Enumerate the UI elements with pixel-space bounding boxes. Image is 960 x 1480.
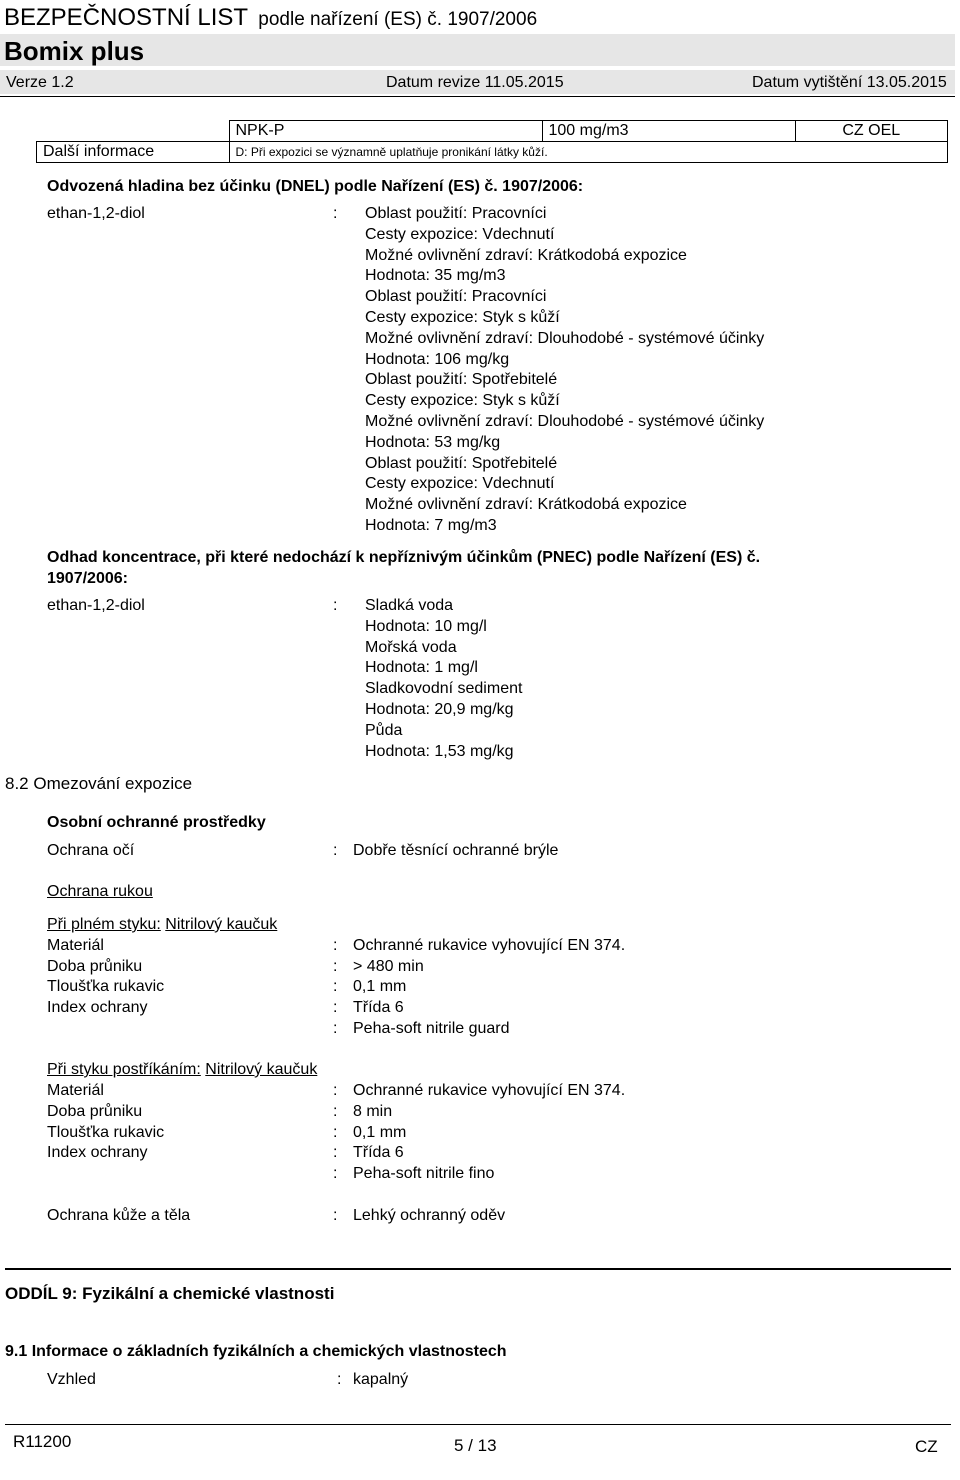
pnec-line: Sladká voda <box>365 597 454 614</box>
full-row-value: > 480 min <box>353 958 424 975</box>
full-contact-material: Nitrilový kaučuk <box>165 916 278 933</box>
table-row <box>37 121 948 142</box>
dnel-line: Oblast použití: Pracovníci <box>365 205 547 222</box>
full-row-colon: : <box>333 1020 338 1037</box>
splash-row-colon: : <box>333 1165 338 1182</box>
occupational-limits-table <box>36 120 948 163</box>
dnel-line: Oblast použití: Spotřebitelé <box>365 371 558 389</box>
pnec-line: Hodnota: 10 mg/l <box>365 617 487 635</box>
full-row-label: Materiál <box>47 937 104 954</box>
dnel-line: Možné ovlivnění zdraví: Dlouhodobé - systémové účinky <box>365 329 765 347</box>
dnel-line: Oblast použití: Pracovníci <box>365 288 547 306</box>
dnel-line: Cesty expozice: Vdechnutí <box>365 475 555 493</box>
section-9-1-heading: 9.1 Informace o základních fyzikálních a chemických vlastnostech <box>5 1343 507 1360</box>
dnel-line: Možné ovlivnění zdraví: Krátkodobá expozice <box>365 496 687 514</box>
dnel-line: Hodnota: 106 mg/kg <box>365 350 510 368</box>
full-row-colon: : <box>333 937 338 954</box>
header-divider <box>0 96 955 97</box>
dnel-line: Hodnota: 53 mg/kg <box>365 433 501 451</box>
eye-protection-label: Ochrana očí <box>47 842 135 859</box>
splash-row-colon: : <box>333 1103 338 1120</box>
dnel-line: Hodnota: 35 mg/m3 <box>365 267 506 285</box>
pnec-line: Sladkovodní sediment <box>365 680 523 698</box>
full-contact-line <box>47 916 277 934</box>
table-row <box>37 142 948 163</box>
table-cell: 100 mg/m3 <box>542 121 795 142</box>
footer-country: CZ <box>915 1437 938 1456</box>
appearance-label: Vzhled <box>47 1371 96 1388</box>
skin-colon: : <box>333 1207 338 1224</box>
skin-protection-value: Lehký ochranný oděv <box>353 1207 506 1224</box>
splash-row-value: 8 min <box>353 1103 393 1120</box>
dnel-line: Cesty expozice: Vdechnutí <box>365 225 555 243</box>
splash-row-colon: : <box>333 1082 338 1099</box>
splash-row-colon: : <box>333 1144 338 1161</box>
pnec-colon: : <box>333 597 338 614</box>
full-row-colon: : <box>333 999 338 1016</box>
table-cell-label: Další informace <box>37 142 230 163</box>
table-cell: NPK-P <box>229 121 542 142</box>
splash-row-label: Index ochrany <box>47 1144 148 1161</box>
appearance-colon: : <box>337 1371 342 1388</box>
splash-row-value: Peha-soft nitrile fino <box>353 1165 495 1182</box>
splash-contact-prefix: Při styku postříkáním: <box>47 1061 201 1078</box>
full-row-colon: : <box>333 978 338 995</box>
dnel-line: Cesty expozice: Styk s kůží <box>365 308 560 326</box>
full-row-colon: : <box>333 958 338 975</box>
pnec-line: Hodnota: 20,9 mg/kg <box>365 700 514 718</box>
regulation-subtitle: podle nařízení (ES) č. 1907/2006 <box>258 9 538 30</box>
table-cell: CZ OEL <box>795 121 948 142</box>
splash-row-value: Třída 6 <box>353 1144 404 1161</box>
header-title <box>4 4 537 32</box>
pnec-substance: ethan-1,2-diol <box>47 597 145 614</box>
skin-protection-label: Ochrana kůže a těla <box>47 1207 191 1224</box>
splash-contact-line <box>47 1061 317 1079</box>
footer-divider <box>5 1424 951 1425</box>
splash-row-value: Ochranné rukavice vyhovující EN 374. <box>353 1082 626 1099</box>
full-row-value: Peha-soft nitrile guard <box>353 1020 510 1037</box>
pnec-line: Půda <box>365 721 403 739</box>
splash-row-value: 0,1 mm <box>353 1124 407 1141</box>
pnec-line: Hodnota: 1,53 mg/kg <box>365 742 514 760</box>
table-cell-empty <box>37 121 230 142</box>
section-8-2-heading: 8.2 Omezování expozice <box>5 774 193 793</box>
page-number: 5 / 13 <box>454 1436 497 1455</box>
pnec-line: Hodnota: 1 mg/l <box>365 659 478 677</box>
footer-code: R11200 <box>13 1432 72 1451</box>
pnec-line: Mořská voda <box>365 638 457 656</box>
eye-colon: : <box>333 842 338 859</box>
dnel-line: Cesty expozice: Styk s kůží <box>365 392 560 410</box>
full-contact-prefix: Při plném styku: <box>47 916 161 933</box>
splash-row-label: Tloušťka rukavic <box>47 1124 165 1141</box>
dnel-line: Možné ovlivnění zdraví: Dlouhodobé - systémové účinky <box>365 412 765 430</box>
full-row-value: Třída 6 <box>353 999 404 1016</box>
full-row-label: Doba průniku <box>47 958 143 975</box>
appearance-value: kapalný <box>353 1371 409 1388</box>
product-name: Bomix plus <box>4 36 145 66</box>
dnel-line: Oblast použití: Spotřebitelé <box>365 454 558 472</box>
full-row-value: Ochranné rukavice vyhovující EN 374. <box>353 937 626 954</box>
revision-date: Datum revize 11.05.2015 <box>386 74 564 91</box>
print-date: Datum vytištění 13.05.2015 <box>752 74 947 91</box>
splash-contact-material: Nitrilový kaučuk <box>205 1061 318 1078</box>
dnel-line: Možné ovlivnění zdraví: Krátkodobá expozice <box>365 246 687 264</box>
dnel-substance: ethan-1,2-diol <box>47 205 145 222</box>
pnec-values <box>365 596 522 762</box>
pnec-heading: Odhad koncentrace, při které nedochází k nepříznivým účinkům (PNEC) podle Nařízení (ES) č. <box>47 549 761 566</box>
dnel-line: Hodnota: 7 mg/m3 <box>365 516 497 534</box>
splash-row-colon: : <box>333 1124 338 1141</box>
full-row-label: Index ochrany <box>47 999 148 1016</box>
section-9-heading: ODDÍL 9: Fyzikální a chemické vlastnosti <box>5 1284 335 1303</box>
dnel-heading: Odvozená hladina bez účinku (DNEL) podle Nařízení (ES) č. 1907/2006: <box>47 178 584 195</box>
full-row-value: 0,1 mm <box>353 978 407 995</box>
dnel-values <box>365 204 764 537</box>
ppe-heading: Osobní ochranné prostředky <box>47 814 266 831</box>
document-title: BEZPEČNOSTNÍ LIST <box>4 4 248 31</box>
eye-protection-value: Dobře těsnící ochranné brýle <box>353 842 559 859</box>
hand-protection-heading: Ochrana rukou <box>47 883 153 900</box>
dnel-colon: : <box>333 205 338 222</box>
full-row-label: Tloušťka rukavic <box>47 978 165 995</box>
splash-row-label: Materiál <box>47 1082 104 1099</box>
splash-row-label: Doba průniku <box>47 1103 143 1120</box>
version: Verze 1.2 <box>6 74 74 91</box>
section-divider <box>5 1268 951 1270</box>
table-cell-note: D: Při expozici se významně uplatňuje pronikání látky kůží. <box>229 142 948 163</box>
pnec-heading-cont: 1907/2006: <box>47 570 128 587</box>
